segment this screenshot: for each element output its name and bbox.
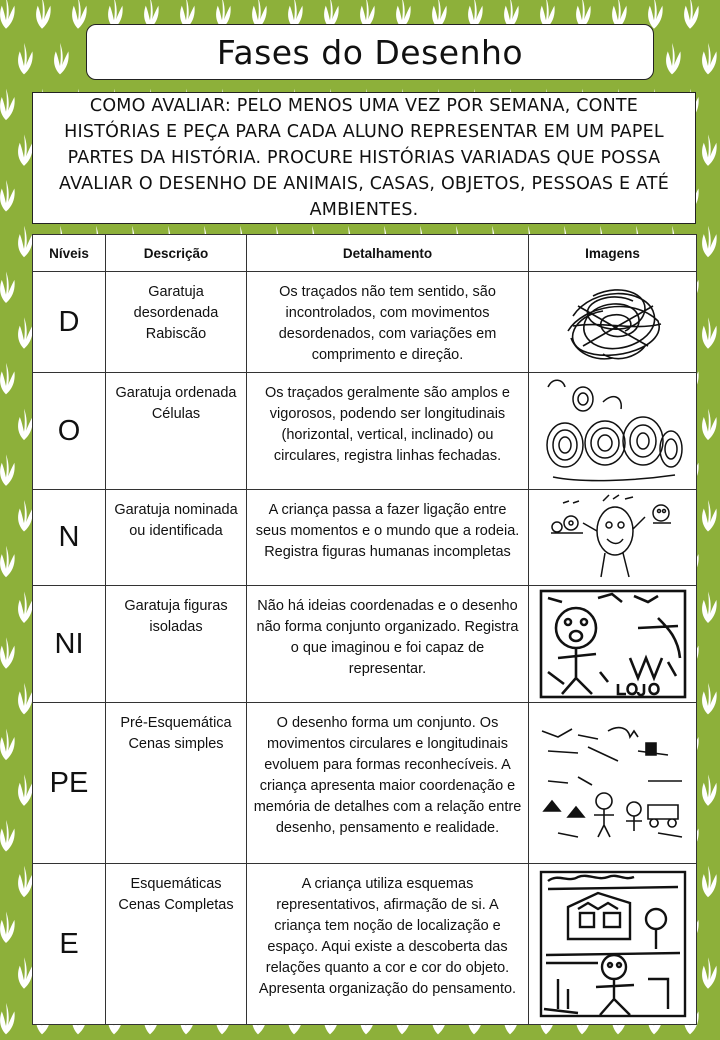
detail-cell: Os traçados geralmente são amplos e vigorosos, podendo ser longitudinais (horizontal, vertical, inclinado) ou circulares, registra linhas fechadas.: [247, 373, 529, 490]
leaf-icon: [702, 134, 717, 166]
table-row: [33, 490, 697, 586]
leaf-icon: [18, 409, 33, 441]
leaf-icon: [702, 774, 717, 806]
leaf-icon: [702, 683, 717, 715]
header-description: Descrição: [106, 235, 247, 272]
page-title: Fases do Desenho: [216, 32, 524, 72]
leaf-icon: [0, 637, 15, 669]
detail-cell: Os traçados não tem sentido, são incontrolados, com movimentos desordenados, com variações em comprimento e direção.: [247, 272, 529, 373]
drawing-phases-table: [32, 234, 697, 1025]
header-detail: Detalhamento: [247, 235, 529, 272]
description-cell: Garatuja nominada ou identificada: [106, 490, 247, 586]
leaf-icon: [0, 1003, 15, 1035]
leaf-icon: [0, 271, 15, 303]
table-row: [33, 373, 697, 490]
leaf-icon: [54, 43, 69, 74]
detail-cell: Não há ideias coordenadas e o desenho não forma conjunto organizado. Registra o que imaginou e foi capaz de representar.: [247, 586, 529, 703]
leaf-icon: [18, 774, 33, 806]
detail-cell: A criança utiliza esquemas representativos, afirmação de si. A criança tem noção de localização e espaço. Aqui existe a descoberta das relações quanto a cor e cor do objeto. Apresenta organização do pensamento.: [247, 864, 529, 1025]
named-figures-drawing: [543, 493, 683, 583]
description-cell: Pré-Esquemática Cenas simples: [106, 703, 247, 864]
circles-drawing: [543, 377, 683, 485]
leaf-icon: [18, 591, 33, 623]
leaf-icon: [72, 0, 87, 29]
instructions-box: [32, 92, 696, 224]
leaf-icon: [702, 591, 717, 623]
level-cell: D: [33, 272, 106, 373]
description-cell: Garatuja desordenada Rabiscão: [106, 272, 247, 373]
leaf-icon: [702, 500, 717, 532]
detail-cell: O desenho forma um conjunto. Os movimentos circulares e longitudinais evoluem para formas reconhecíveis. A criança apresenta maior coordenação e memória de detalhes com a relação entre desenho, pensamento e realidade.: [247, 703, 529, 864]
instructions-text: COMO AVALIAR: PELO MENOS UMA VEZ POR SEMANA, CONTE HISTÓRIAS E PEÇA PARA CADA ALUNO REPRESENTAR EM UM PAPEL PARTES DA HISTÓRIA. PROCURE HISTÓRIAS VARIADAS QUE POSSA AVALIAR O DESENHO DE ANIMAIS, CASAS, OBJETOS, PESSOAS E ATÉ AMBIENTES.: [59, 96, 669, 220]
table-row: [33, 586, 697, 703]
simple-scene-drawing: [538, 721, 688, 845]
leaf-icon: [18, 500, 33, 532]
level-cell: PE: [33, 703, 106, 864]
leaf-icon: [0, 729, 15, 761]
leaf-icon: [0, 820, 15, 852]
leaf-icon: [0, 180, 15, 212]
leaf-icon: [36, 0, 51, 29]
description-cell: Garatuja ordenada Células: [106, 373, 247, 490]
leaf-icon: [702, 226, 717, 258]
level-cell: O: [33, 373, 106, 490]
leaf-icon: [702, 317, 717, 349]
level-cell: NI: [33, 586, 106, 703]
leaf-icon: [684, 0, 699, 29]
leaf-icon: [18, 957, 33, 989]
table-header-row: [33, 235, 697, 272]
scribble-drawing: [553, 276, 673, 368]
leaf-icon: [18, 43, 33, 74]
leaf-icon: [702, 957, 717, 989]
table-row: [33, 703, 697, 864]
description-cell: Garatuja figuras isoladas: [106, 586, 247, 703]
title-box: [86, 24, 654, 80]
detail-cell: A criança passa a fazer ligação entre seus momentos e o mundo que a rodeia. Registra figuras humanas incompletas: [247, 490, 529, 586]
header-levels: Níveis: [33, 235, 106, 272]
complete-scene-drawing: [538, 869, 688, 1019]
leaf-icon: [0, 363, 15, 395]
leaf-icon: [0, 454, 15, 486]
leaf-icon: [0, 89, 15, 121]
level-cell: E: [33, 864, 106, 1025]
leaf-icon: [18, 317, 33, 349]
leaf-icon: [648, 0, 663, 29]
leaf-icon: [0, 911, 15, 943]
leaf-icon: [702, 866, 717, 898]
leaf-icon: [18, 226, 33, 258]
leaf-icon: [18, 134, 33, 166]
isolated-figures-drawing: [538, 588, 688, 700]
leaf-icon: [18, 683, 33, 715]
header-images: Imagens: [529, 235, 697, 272]
table-row: [33, 272, 697, 373]
level-cell: N: [33, 490, 106, 586]
leaf-icon: [702, 409, 717, 441]
leaf-icon: [0, 546, 15, 578]
leaf-icon: [0, 0, 15, 29]
leaf-icon: [18, 866, 33, 898]
leaf-icon: [702, 43, 717, 74]
table-row: [33, 864, 697, 1025]
description-cell: Esquemáticas Cenas Completas: [106, 864, 247, 1025]
leaf-icon: [666, 43, 681, 74]
